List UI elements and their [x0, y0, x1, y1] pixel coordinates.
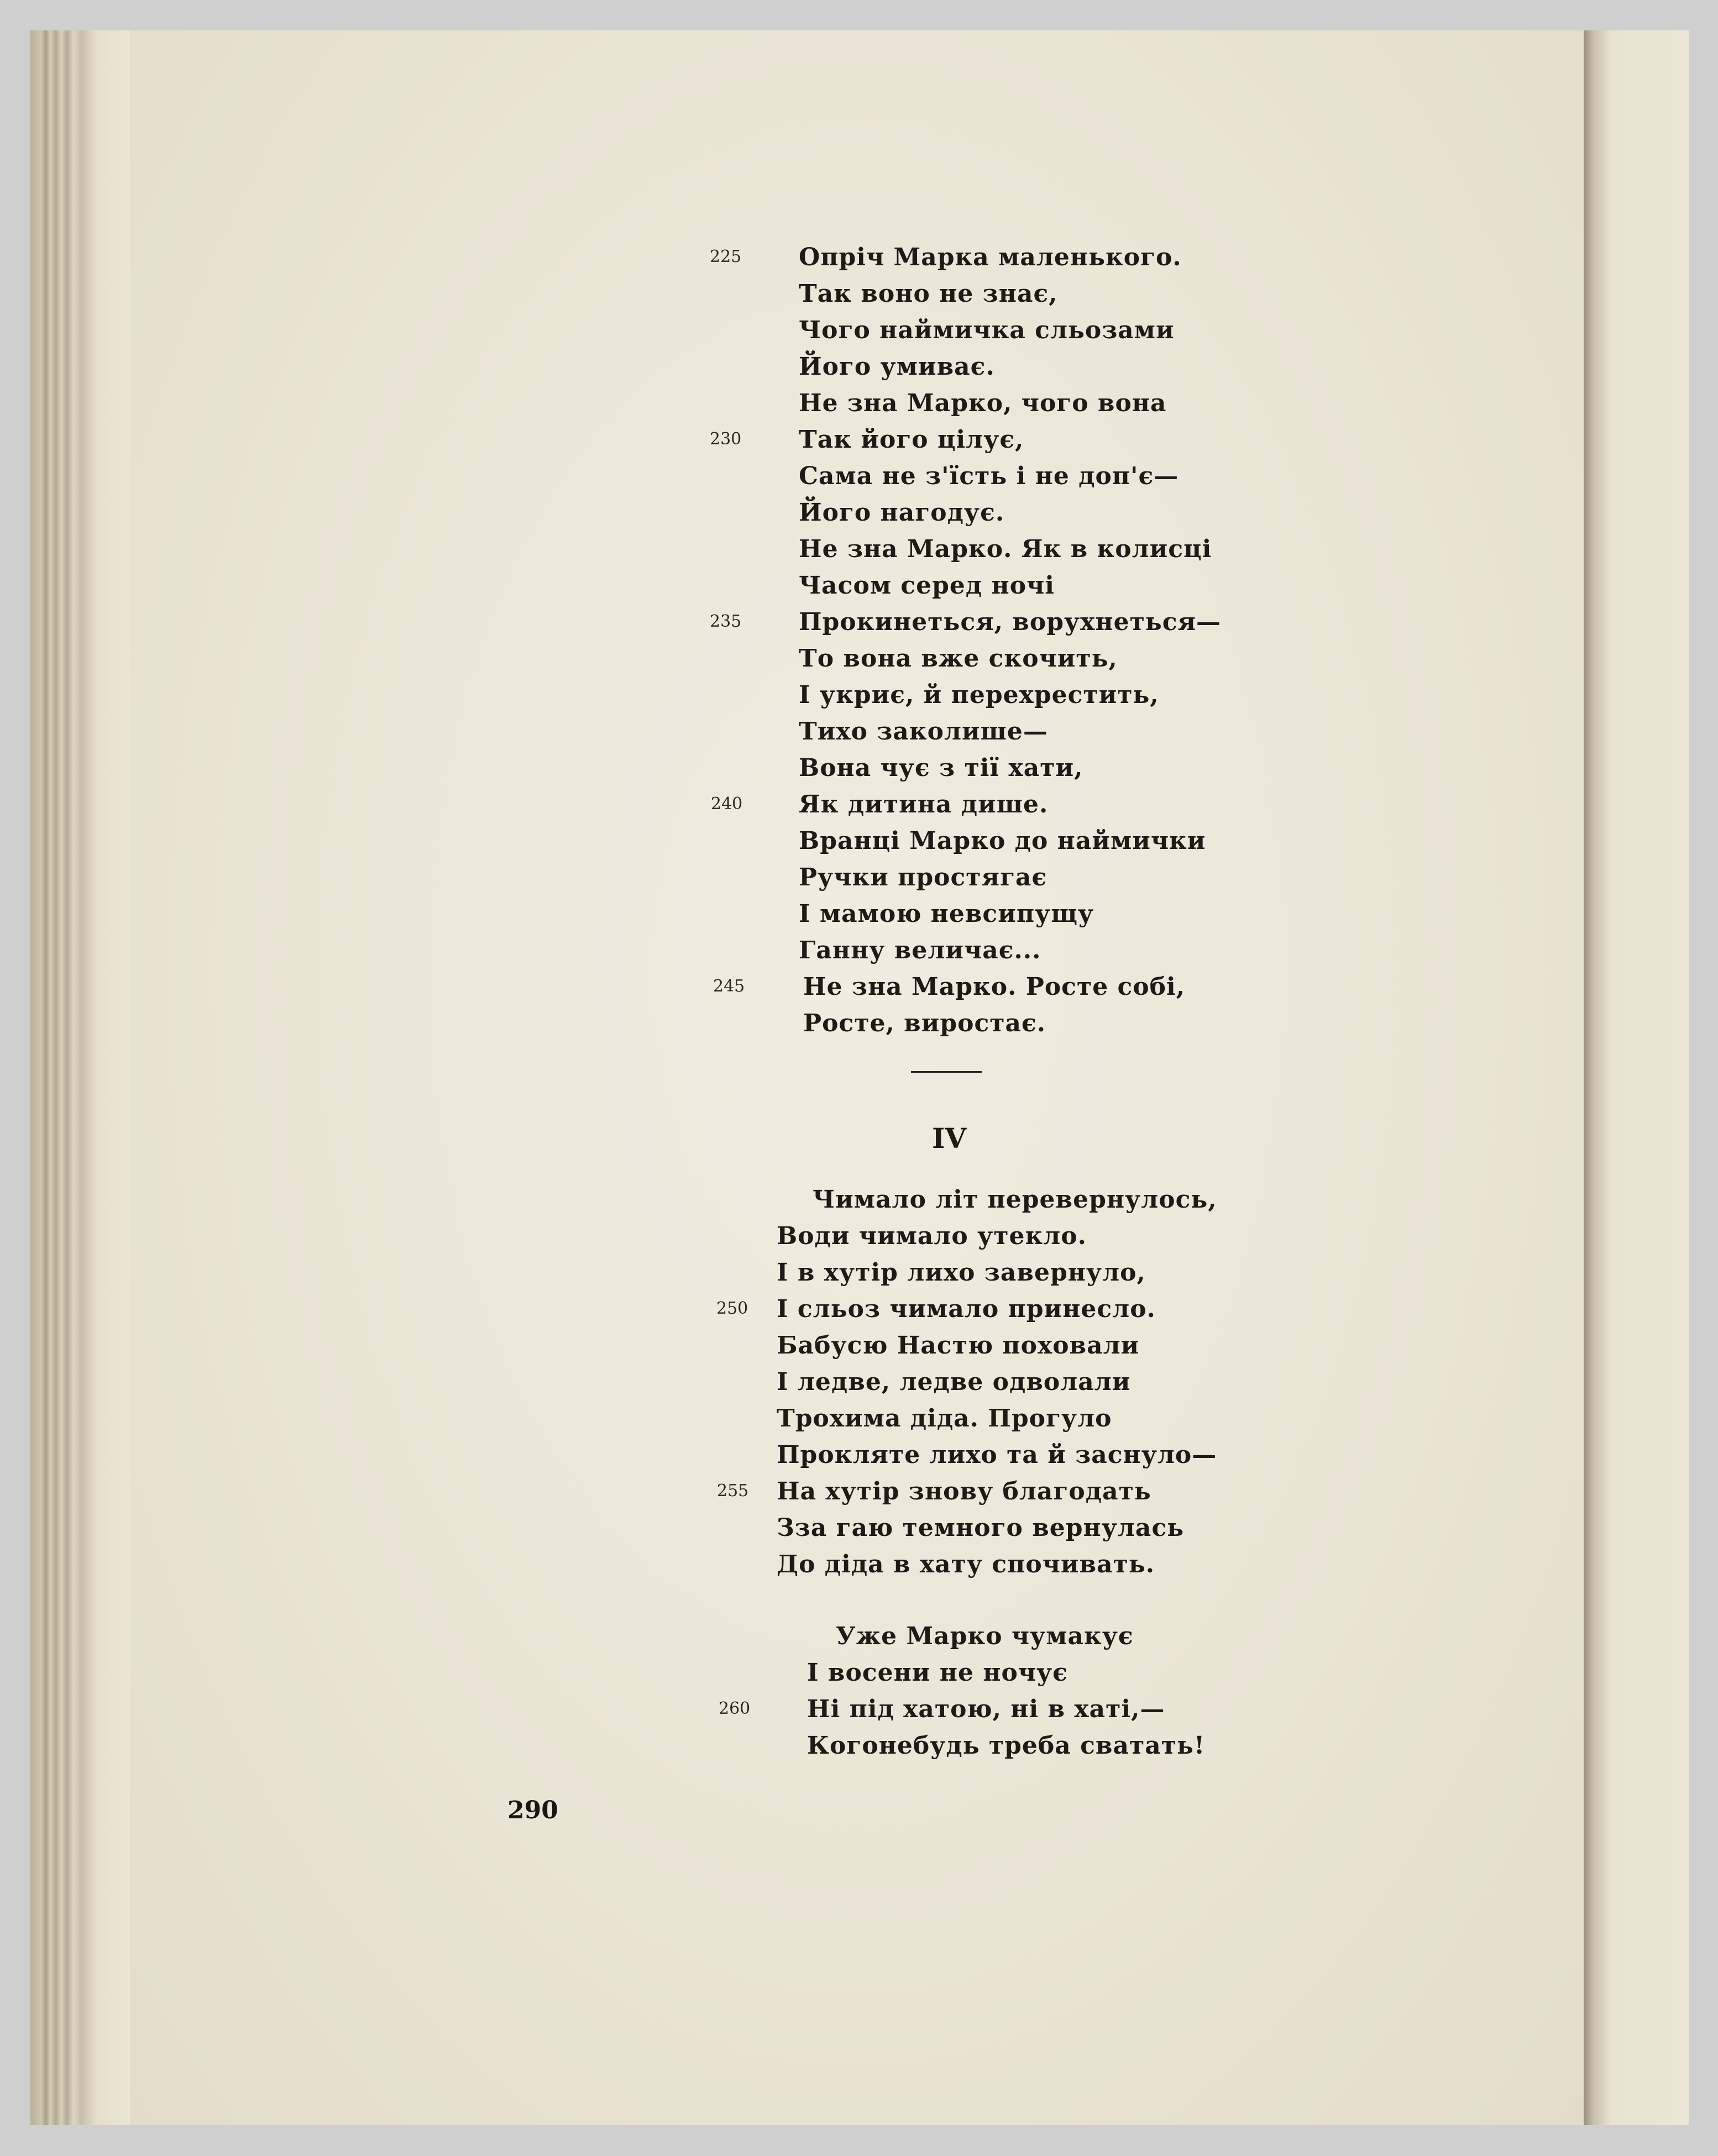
verse-line: То вона вже скочить,	[799, 644, 1118, 673]
verse-line: Опріч Марка маленького.	[799, 243, 1182, 271]
verse-line: Ручки простягає	[799, 863, 1047, 891]
line-number: 250	[716, 1299, 748, 1318]
verse-line: Трохима діда. Прогуло	[777, 1404, 1112, 1433]
verse-line: Часом серед ночі	[799, 571, 1055, 600]
verse-line: Зза гаю темного вернулась	[777, 1514, 1185, 1542]
verse-line: Так його цілує,	[799, 426, 1024, 454]
verse-line: До діда в хату спочивать.	[777, 1550, 1155, 1578]
line-number: 245	[713, 977, 745, 996]
verse-line: Його нагодує.	[799, 499, 1005, 527]
line-number: 230	[710, 429, 742, 449]
verse-line: І ледве, ледве одволали	[777, 1368, 1131, 1396]
page-number: 290	[507, 1796, 558, 1824]
verse-line: Уже Марко чумакує	[836, 1622, 1134, 1650]
verse-line: Чого наймичка сльозами	[799, 316, 1175, 344]
verse-line: Вранці Марко до наймички	[799, 827, 1206, 855]
verse-line: Ганну величає...	[799, 936, 1041, 964]
verse-line: Води чимало утекло.	[777, 1222, 1087, 1250]
verse-line: І укриє, й перехрестить,	[799, 681, 1159, 709]
verse-line: На хутір знову благодать	[777, 1477, 1151, 1505]
verse-line: І мамою невсипущу	[799, 900, 1094, 928]
verse-line: Так воно не знає,	[799, 280, 1058, 308]
verse-line: Ні під хатою, ні в хаті,—	[807, 1695, 1165, 1723]
verse-line: Чимало літ перевернулось,	[813, 1185, 1217, 1214]
verse-line: Сама не з'їсть і не доп'є—	[799, 462, 1179, 490]
verse-line: І в хутір лихо завернуло,	[777, 1258, 1146, 1287]
verse-line: Його умиває.	[799, 353, 995, 381]
verse-line: Прокинеться, ворухнеться—	[799, 608, 1222, 636]
verse-line: Росте, виростає.	[803, 1009, 1046, 1037]
line-number: 260	[719, 1699, 751, 1718]
verse-line: Не зна Марко. Росте собі,	[803, 973, 1186, 1001]
line-number: 225	[710, 247, 742, 266]
verse-line: Прокляте лихо та й заснуло—	[777, 1441, 1217, 1469]
verse-line: Не зна Марко, чого вона	[799, 389, 1167, 417]
verse-line: Вона чує з тії хати,	[799, 754, 1083, 782]
verse-line: Бабусю Настю поховали	[777, 1331, 1140, 1360]
section-divider	[911, 1071, 982, 1073]
verse-line: Як дитина дише.	[799, 790, 1049, 819]
section-heading: IV	[932, 1122, 967, 1155]
verse-line: Тихо заколише—	[799, 717, 1048, 746]
verse-line: Не зна Марко. Як в колисці	[799, 535, 1212, 563]
line-number: 235	[710, 612, 742, 631]
line-number: 255	[717, 1481, 749, 1501]
verse-line: І восени не ночує	[807, 1659, 1068, 1687]
verse-line: І сльоз чимало принесло.	[777, 1295, 1156, 1323]
line-number: 240	[711, 794, 743, 814]
verse-line: Когонебудь треба сватать!	[807, 1732, 1206, 1760]
